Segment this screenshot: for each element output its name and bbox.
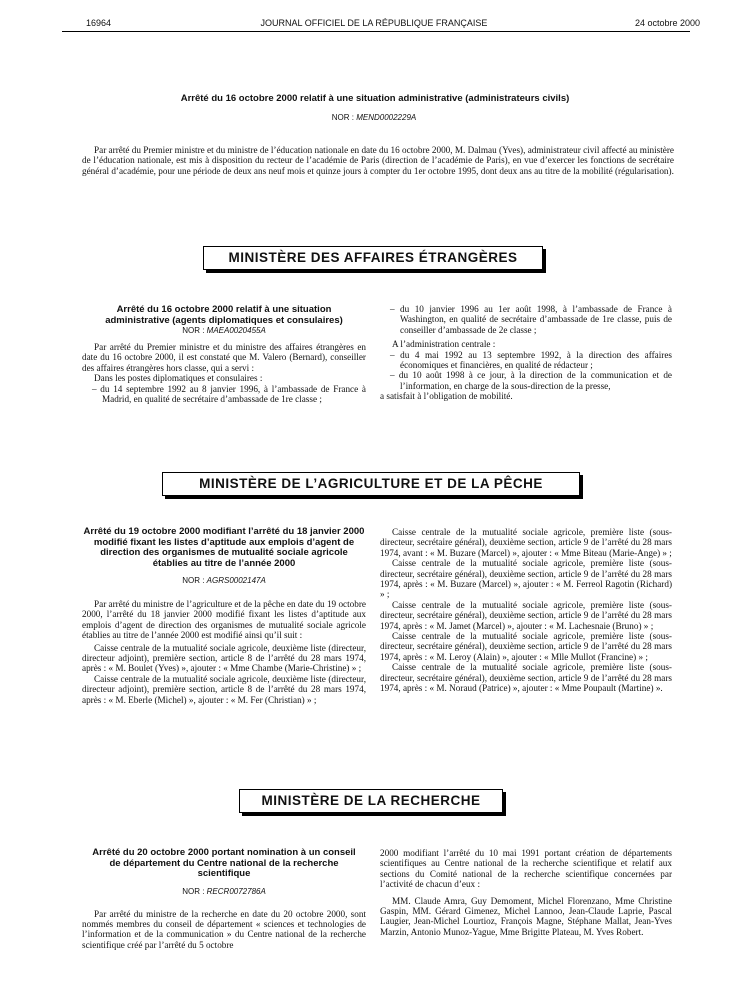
nor-reference (82, 576, 366, 585)
paragraph: a satisfait à l’obligation de mobilité. (380, 391, 513, 402)
paragraph: Caisse centrale de la mutualité sociale agricole, première liste (sous-directeur, secrétaire général), deuxième section, article 9 de l’arrêté du 28 mars 1974, après : « M. Buzare (Marcel) », ajouter : « M. Ferreol Ragotin (Richard) » ; (380, 558, 672, 600)
nor-label: NOR : (182, 576, 205, 585)
nor-label: NOR : (331, 113, 354, 122)
ministry-heading: MINISTÈRE DE L’AGRICULTURE ET DE LA PÊCHE (162, 472, 580, 496)
ministry-heading: MINISTÈRE DES AFFAIRES ÉTRANGÈRES (203, 246, 543, 270)
list-item: – du 14 septembre 1992 au 8 janvier 1996, à l’ambassade de France à Madrid, en qualité de secrétaire d’ambassade de 1re classe ; (92, 383, 366, 405)
paragraph: Caisse centrale de la mutualité sociale agricole, deuxième liste (directeur, directeur adjoint), première section, article 8 de l’arrêté du 28 mars 1974, après : « M. Boulet (Yves) », ajouter : « Mme Chambe (Marie-Christine) » ; (82, 642, 366, 674)
list-item: – du 10 janvier 1996 au 1er août 1998, à l’ambassade de France à Washington, en qualité de secrétaire d’ambassade de 1re classe, puis de conseiller d’ambassade de 2e classe ; (390, 304, 672, 335)
journal-title: JOURNAL OFFICIEL DE LA RÉPUBLIQUE FRANÇAISE (260, 18, 488, 28)
paragraph: Par arrêté du ministre de l’agriculture et de la pêche en date du 19 octobre 2000, l’arrêté du 18 janvier 2000 modifié fixant les listes d’aptitude aux emplois d’agent de direction des organismes de mutualité sociale agricole établies au titre de l’année 2000 est modifié ainsi qu’il suit : (82, 599, 366, 641)
left-column (82, 304, 366, 404)
left-column (82, 848, 366, 950)
nor-code: AGRS0002147A (206, 576, 266, 585)
paragraph: Caisse centrale de la mutualité sociale agricole, première liste (sous-directeur, secrétaire général), deuxième section, article 9 de l’arrêté du 28 mars 1974, après : « M. Noraud (Patrice) », ajouter : « Mme Poupault (Martine) ». (380, 662, 672, 694)
paragraph: Caisse centrale de la mutualité sociale agricole, première liste (sous-directeur, secrétaire général), deuxième section, article 9 de l’arrêté du 28 mars 1974, après : « M. Leroy (Alain) », ajouter : « Mlle Mullot (Francine) » ; (380, 631, 672, 662)
arrete-title: Arrêté du 20 octobre 2000 portant nomination à un conseil de département du Centre national de la recherche scientifique (92, 847, 356, 879)
arrete-title: Arrêté du 19 octobre 2000 modifiant l’arrêté du 18 janvier 2000 modifié fixant les listes d’aptitude aux emplois d’agent de direction des organismes de mutualité sociale agricole établies au titre de l’année 2000 (83, 526, 365, 569)
arrete-title: Arrêté du 16 octobre 2000 relatif à une situation administrative (agents diplomatiques et consulaires) (105, 304, 343, 326)
paragraph: Par arrêté du Premier ministre et du ministre des affaires étrangères en date du 16 octobre 2000, il est constaté que M. Valero (Bernard), conseiller des affaires étrangères hors classe, qui a servi : (82, 342, 366, 373)
nor-label: NOR : (182, 886, 205, 896)
paragraph: Par arrêté du ministre de la recherche en date du 20 octobre 2000, sont nommés membres du conseil de département « sciences et technologies de l’information et de la communication » du Centre national de la recherche scientifique créé par l’arrêté du 5 octobre (82, 908, 366, 950)
issue-date: 24 octobre 2000 (634, 18, 700, 28)
paragraph: 2000 modifiant l’arrêté du 10 mai 1991 portant création de départements scientifiques au Centre national de la recherche scientifique et relatif aux sections du Comité national de la recherche scientifique concernées par l’activité de chacun d’eux : (380, 848, 672, 890)
list-item: – du 10 août 1998 à ce jour, à la direction de la communication et de l’information, en charge de la sous-direction de la presse, (390, 370, 672, 391)
arrete-body: Par arrêté du Premier ministre et du ministre de l’éducation nationale en date du 16 octobre 2000, M. Dalmau (Yves), administrateur civil affecté au ministère de l’éducation nationale, est mis à disposition du recteur de l’académie de Paris (direction de l’académie de Paris), en vue d’exercer les fonctions de secrétaire général d’académie, pour une période de deux ans neuf mois et quinze jours à compter du 1er octobre 1995, dont deux ans au titre de la mobilité (régularisation). (82, 145, 674, 176)
paragraph: A l’administration centrale : (392, 339, 496, 350)
nor-code: RECR0072786A (206, 886, 266, 896)
nor-reference (0, 113, 748, 122)
nor-code: MEND0002229A (356, 113, 417, 122)
left-column (82, 527, 366, 705)
nor-code: MAEA0020455A (206, 326, 266, 335)
list-item: – du 4 mai 1992 au 13 septembre 1992, à la direction des affaires économiques et financières, en qualité de rédacteur ; (390, 349, 672, 371)
nor-label: NOR : (182, 326, 205, 335)
paragraph: Caisse centrale de la mutualité sociale agricole, première liste (sous-directeur, secrétaire général), deuxième section, article 9 de l’arrêté du 28 mars 1974, après : « M. Jamet (Marcel) », ajouter : « M. Lachesnaie (Bruno) » ; (380, 599, 672, 631)
right-column (380, 848, 672, 937)
paragraph: Caisse centrale de la mutualité sociale agricole, première liste (sous-directeur, secrétaire général), deuxième section, article 9 de l’arrêté du 28 mars 1974, avant : « M. Buzare (Marcel) », ajouter : « Mme Biteau (Marie-Ange) » ; (380, 527, 672, 558)
paragraph: Caisse centrale de la mutualité sociale agricole, deuxième liste (directeur, directeur adjoint), première section, article 8 de l’arrêté du 28 mars 1974, après : « M. Eberle (Michel) », ajouter : « M. Fer (Christian) » ; (82, 673, 366, 705)
paragraph: MM. Claude Amra, Guy Demoment, Michel Florenzano, Mme Christine Gaspin, MM. Gérard Gimenez, Michel Lannoo, Jean-Claude Laprie, Pascal Laugier, Jean-Michel Lourtioz, François Magne, Stéphane Mallat, Jean-Yves Marzin, Antonio Munoz-Yague, Mme Brigitte Plateau, M. Yves Robert. (380, 895, 672, 937)
arrete-title: Arrêté du 16 octobre 2000 relatif à une situation administrative (administrateurs civils) (180, 93, 570, 104)
nor-reference (82, 326, 366, 335)
page-number: 16964 (86, 18, 112, 28)
right-column (380, 304, 672, 402)
page-header (0, 16, 748, 30)
paragraph: Dans les postes diplomatiques et consulaires : (94, 373, 263, 384)
ministry-heading: MINISTÈRE DE LA RECHERCHE (239, 789, 503, 813)
right-column (380, 527, 672, 694)
header-rule (62, 31, 690, 32)
nor-reference (82, 887, 366, 896)
